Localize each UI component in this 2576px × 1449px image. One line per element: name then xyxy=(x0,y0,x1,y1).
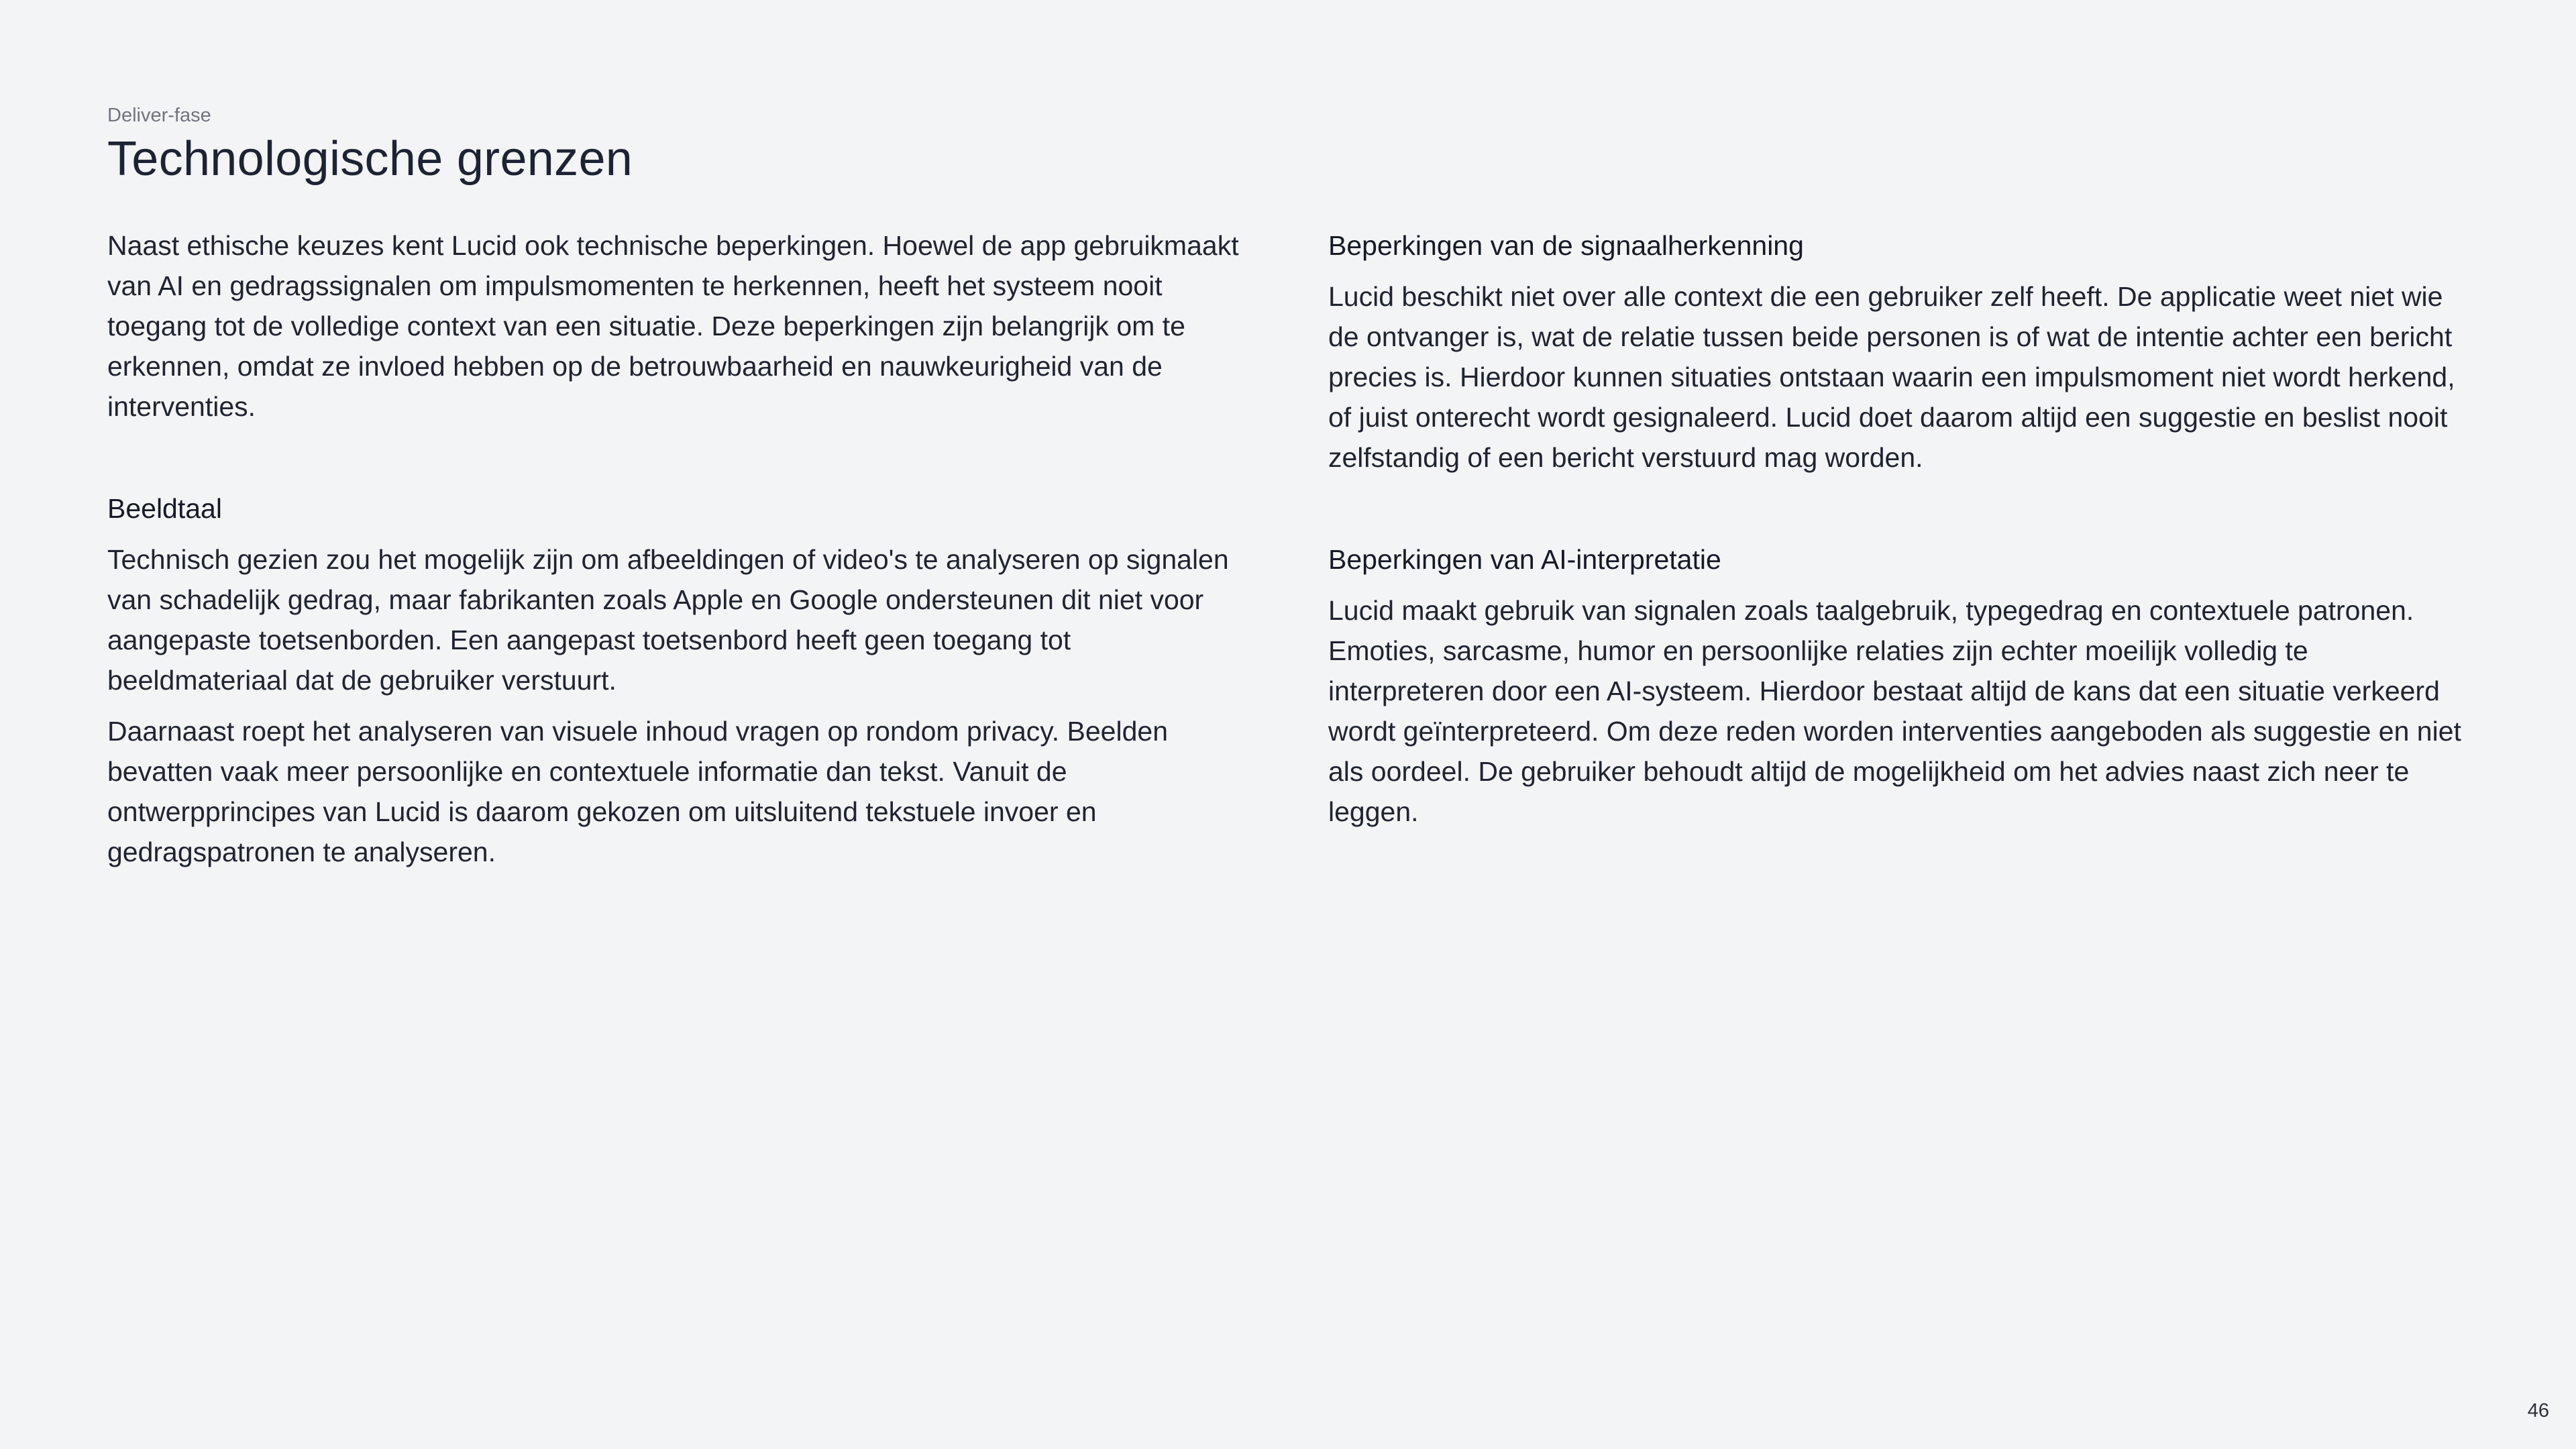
page-title: Technologische grenzen xyxy=(107,132,633,186)
section-paragraph: Lucid maakt gebruik van signalen zoals taalgebruik, typegedrag en contextuele patronen. Emoties, sarcasme, humor en persoonlijke relaties zijn echter moeilijk volledig te interpreteren door een AI-systeem. Hierdoor bestaat altijd de kans dat een situatie verkeerd wordt geïnterpreteerd. Om deze reden worden interventies aangeboden als suggestie en niet als oordeel. De gebruiker behoudt altijd de mogelijkheid om het advies naast zich neer te leggen. xyxy=(1328,595,2461,827)
section-signaalherkenning xyxy=(1328,225,2469,478)
section-ai-interpretatie xyxy=(1328,539,2469,832)
intro-paragraph: Naast ethische keuzes kent Lucid ook technische beperkingen. Hoewel de app gebruikmaakt van AI en gedragssignalen om impulsmomenten te herkennen, heeft het systeem nooit toegang tot de volledige context van een situatie. Deze beperkingen zijn belangrijk om te erkennen, omdat ze invloed hebben op de betrouwbaarheid en nauwkeurigheid van de interventies. xyxy=(107,230,1239,422)
section-beeldtaal xyxy=(107,488,1248,872)
content-columns xyxy=(107,225,2469,872)
section-heading: Beeldtaal xyxy=(107,493,222,524)
section-paragraph: Technisch gezien zou het mogelijk zijn om afbeeldingen of video's te analyseren op signalen van schadelijk gedrag, maar fabrikanten zoals Apple en Google ondersteunen dit niet voor aangepaste toetsenborden. Een aangepast toetsenbord heeft geen toegang tot beeldmateriaal dat de gebruiker verstuurt. xyxy=(107,544,1229,696)
section-eyebrow: Deliver-fase xyxy=(107,105,211,126)
section-heading: Beperkingen van AI-interpretatie xyxy=(1328,544,1721,575)
intro-block xyxy=(107,225,1248,427)
section-heading: Beperkingen van de signaalherkenning xyxy=(1328,230,1804,261)
left-column xyxy=(107,225,1248,872)
right-column xyxy=(1328,225,2469,872)
section-paragraph: Lucid beschikt niet over alle context die een gebruiker zelf heeft. De applicatie weet niet wie de ontvanger is, wat de relatie tussen beide personen is of wat de intentie achter een bericht precies is. Hierdoor kunnen situaties ontstaan waarin een impulsmoment niet wordt herkend, of juist onterecht wordt gesignaleerd. Lucid doet daarom altijd een suggestie en beslist nooit zelfstandig of een bericht verstuurd mag worden. xyxy=(1328,281,2455,473)
page-number: 46 xyxy=(2527,1400,2549,1421)
section-paragraph: Daarnaast roept het analyseren van visuele inhoud vragen op rondom privacy. Beelden bevatten vaak meer persoonlijke en contextuele informatie dan tekst. Vanuit de ontwerpprincipes van Lucid is daarom gekozen om uitsluitend tekstuele invoer en gedragspatronen te analyseren. xyxy=(107,716,1169,867)
